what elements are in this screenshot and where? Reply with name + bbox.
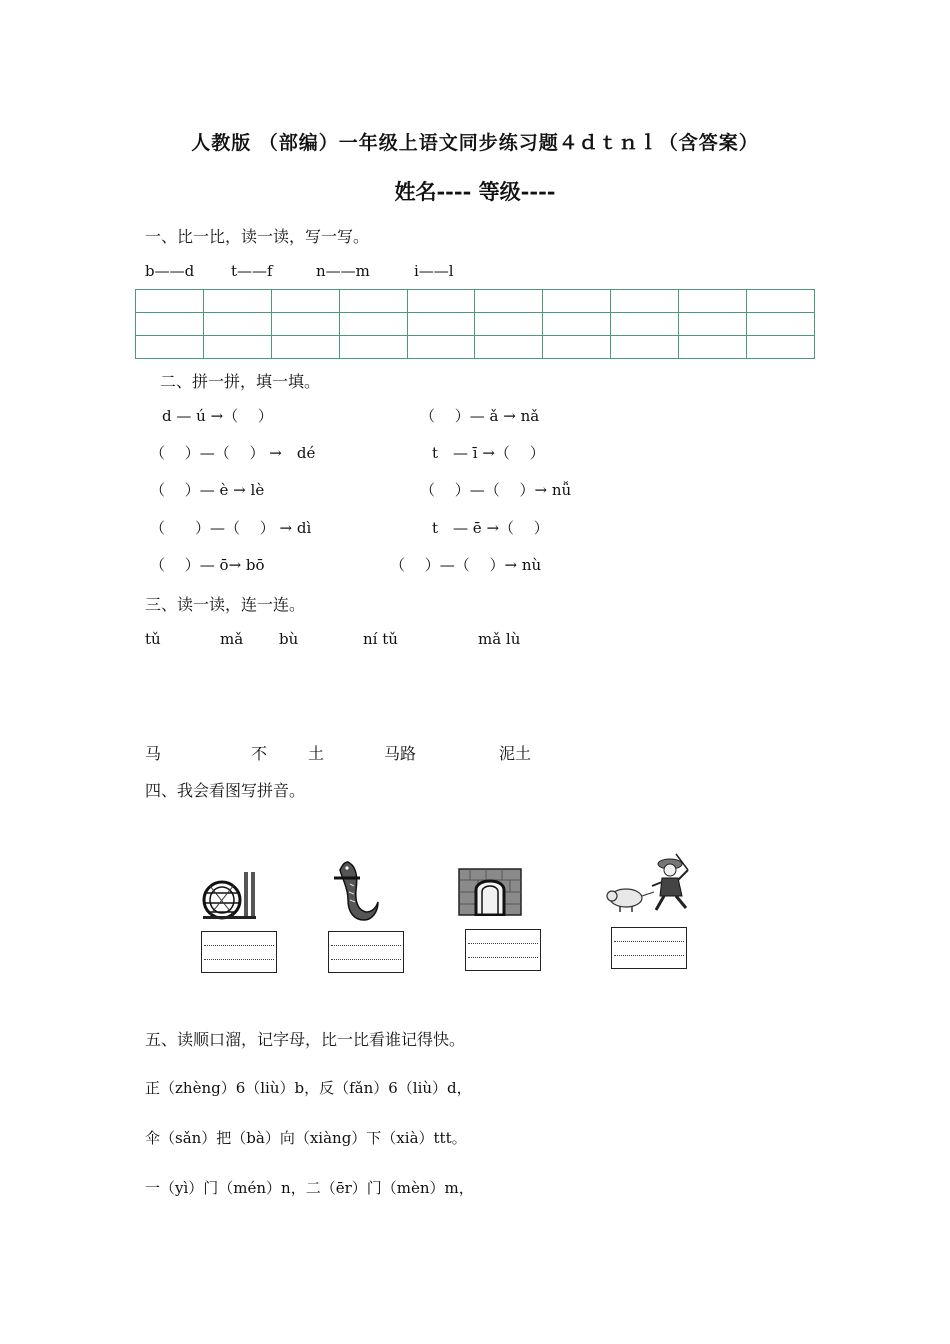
pinyin-word[interactable]: tǔ: [145, 630, 161, 648]
hanzi-word[interactable]: 马: [145, 744, 162, 763]
spelling-item: （ ）— ǎ → nǎ: [420, 407, 540, 425]
rhyme-line: 伞（sǎn）把（bà）向（xiàng）下（xià）ttt。: [145, 1129, 467, 1147]
arch-gate-icon: [458, 868, 522, 916]
letter-pair: t——f: [231, 262, 273, 280]
spelling-item: （ ）— è → lè: [150, 481, 265, 499]
spelling-item: t — ī →（ ）: [432, 444, 545, 462]
pinyin-word[interactable]: mǎ: [220, 630, 244, 648]
rhyme-line: 正（zhèng）6（liù）b，反（fǎn）6（liù）d，: [145, 1079, 472, 1097]
spelling-item: （ ）—（ ） → dé: [150, 444, 316, 462]
drum-icon: [200, 868, 262, 920]
name-grade-line: 姓名---- 等级----: [394, 179, 556, 204]
letter-pair: n——m: [316, 262, 370, 280]
spelling-item: t — ē →（ ）: [432, 519, 549, 537]
page-title: 人教版 （部编）一年级上语文同步练习题４ｄｔｎｌ（含答案）: [191, 132, 759, 154]
hanzi-word[interactable]: 泥土: [499, 744, 532, 763]
pinyin-answer-box[interactable]: [201, 931, 277, 973]
pinyin-answer-box[interactable]: [328, 931, 404, 973]
section-1-heading: 一、比一比，读一读，写一写。: [145, 227, 370, 246]
section-2-heading: 二、拼一拼，填一填。: [160, 372, 321, 391]
writing-grid[interactable]: [135, 289, 815, 359]
hanzi-word[interactable]: 不: [251, 744, 268, 763]
spelling-item: （ ）—（ ）→ nù: [390, 556, 542, 574]
spelling-item: d — ú →（ ）: [162, 407, 273, 425]
pinyin-word[interactable]: bù: [279, 630, 299, 648]
hanzi-word[interactable]: 土: [308, 744, 325, 763]
pinyin-word[interactable]: mǎ lù: [478, 630, 521, 648]
section-4-heading: 四、我会看图写拼音。: [145, 781, 306, 800]
pinyin-answer-box[interactable]: [465, 929, 541, 971]
spelling-item: （ ）— ō→ bō: [150, 556, 265, 574]
pinyin-word[interactable]: ní tǔ: [363, 630, 398, 648]
section-5-heading: 五、读顺口溜，记字母，比一比看谁记得快。: [145, 1030, 466, 1049]
pinyin-answer-box[interactable]: [611, 927, 687, 969]
spelling-item: （ ）—（ ） → dì: [150, 519, 312, 537]
fish-icon: [330, 856, 382, 924]
letter-pair: b——d: [145, 262, 195, 280]
section-3-heading: 三、读一读，连一连。: [145, 595, 306, 614]
boy-chasing-pig-icon: [604, 852, 694, 916]
letter-pair: i——l: [414, 262, 454, 280]
hanzi-word[interactable]: 马路: [384, 744, 417, 763]
rhyme-line: 一（yì）门（mén）n，二（ēr）门（mèn）m，: [145, 1179, 474, 1197]
spelling-item: （ ）—（ ）→ nǚ: [420, 481, 572, 499]
